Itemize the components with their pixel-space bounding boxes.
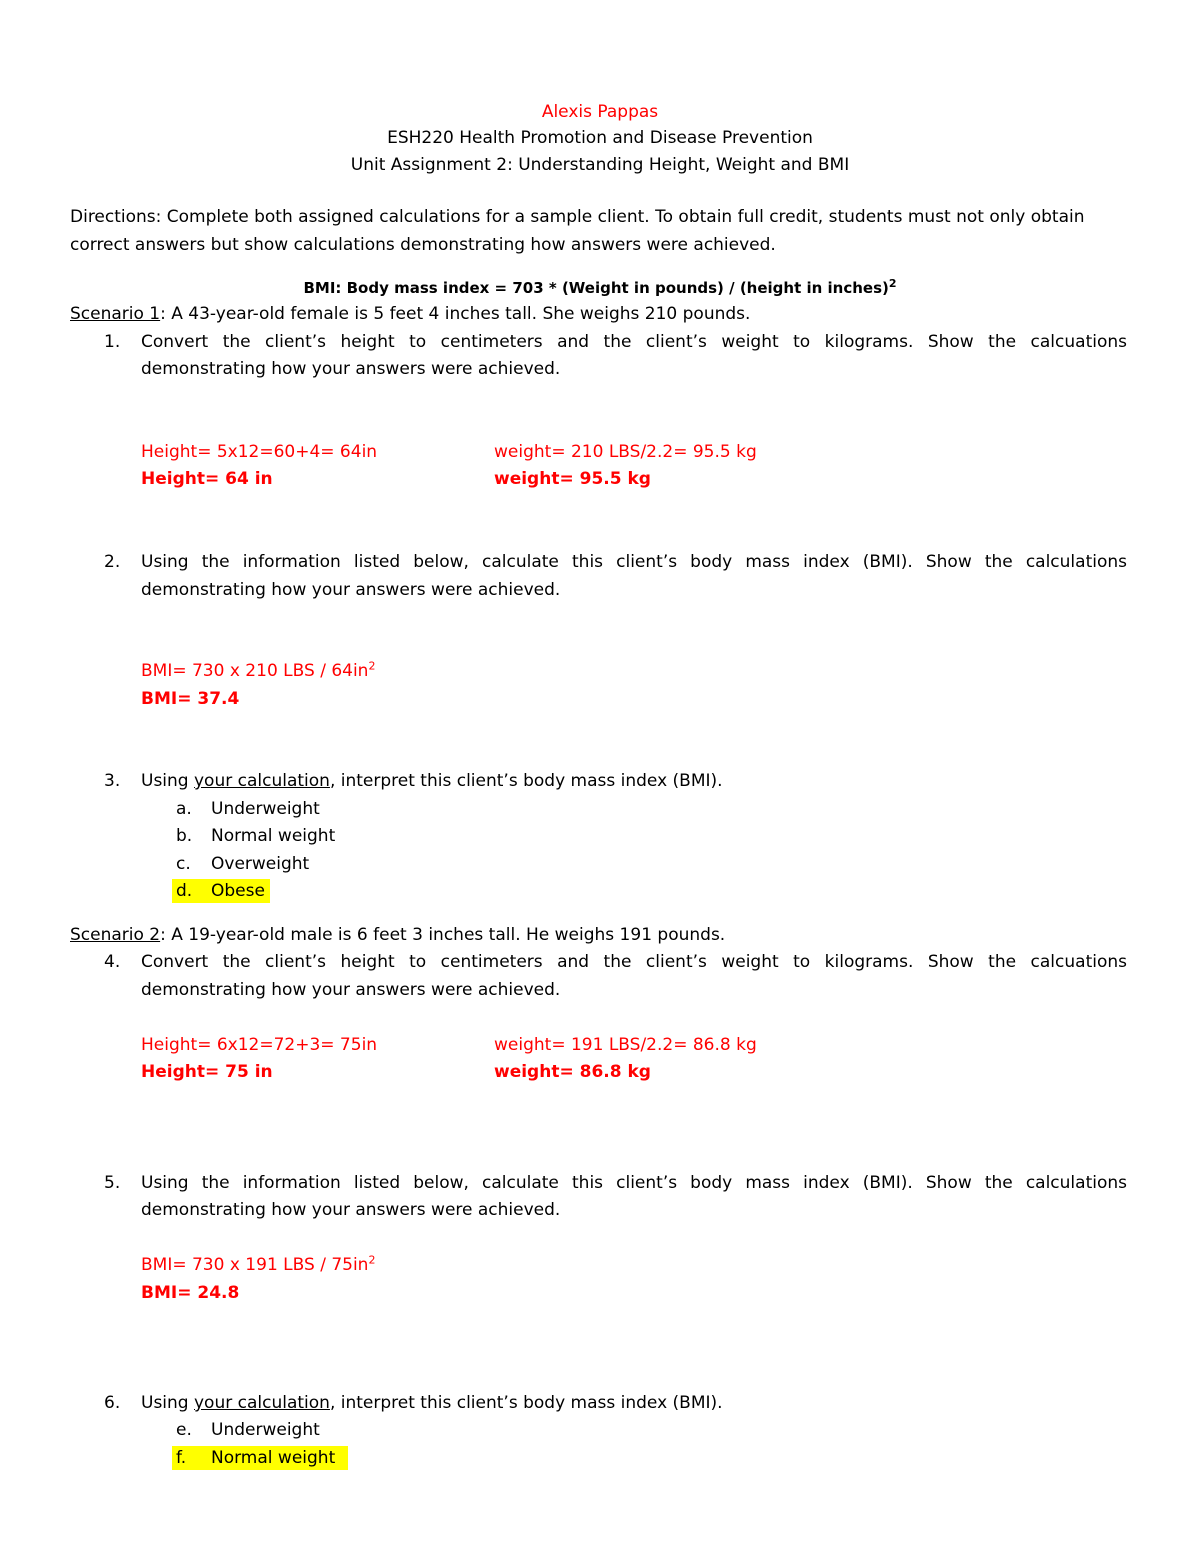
scenario-1-label: Scenario 1: [70, 304, 161, 324]
s2-option-letter-selected: f.: [176, 1448, 187, 1468]
q2-line-1: Using the information listed below, calculate this client’s body mass index (BMI). Show the calculations: [141, 552, 1127, 572]
unit-title: Unit Assignment 2: Understanding Height, Weight and BMI: [350, 155, 850, 175]
s1-option-letter: b.: [176, 826, 193, 846]
q2-line-2: demonstrating how your answers were achieved.: [141, 580, 561, 600]
s1-bmi-result: BMI= 37.4: [141, 689, 240, 709]
q1-line-2: demonstrating how your answers were achieved.: [141, 359, 561, 379]
s1-height-calc: Height= 5x12=60+4= 64in: [141, 442, 378, 462]
q5-line-2: demonstrating how your answers were achieved.: [141, 1200, 561, 1220]
s1-option-text-selected: Obese: [211, 881, 265, 901]
s2-weight-result: weight= 86.8 kg: [494, 1062, 651, 1082]
s1-option-letter: c.: [176, 854, 191, 874]
course-title: ESH220 Health Promotion and Disease Prevention: [387, 128, 813, 148]
q4-line-1: Convert the client’s height to centimeters and the client’s weight to kilograms. Show the calcuations: [141, 952, 1127, 972]
s1-option-letter-selected: d.: [176, 881, 193, 901]
s2-bmi-calc: BMI= 730 x 191 LBS / $75in^2$: [141, 1253, 376, 1275]
q2-number: 2.: [104, 552, 121, 572]
s2-option-text: Underweight: [211, 1420, 320, 1440]
directions-line-2: correct answers but show calculations demonstrating how answers were achieved.: [70, 235, 776, 255]
q3-text: Using your calculation, interpret this client’s body mass index (BMI).: [141, 771, 723, 791]
scenario-1: Scenario 1: A 43-year-old female is 5 feet 4 inches tall. She weighs 210 pounds.: [70, 304, 751, 324]
s2-weight-calc: weight= 191 LBS/2.2= 86.8 kg: [494, 1035, 757, 1055]
scenario-2-label: Scenario 2: [70, 925, 161, 945]
q5-number: 5.: [104, 1173, 121, 1193]
q3-number: 3.: [104, 771, 121, 791]
q4-line-2: demonstrating how your answers were achieved.: [141, 980, 561, 1000]
q4-number: 4.: [104, 952, 121, 972]
q6-number: 6.: [104, 1393, 121, 1413]
s2-option-text-selected: Normal weight: [211, 1448, 336, 1468]
s1-option-text: Underweight: [211, 799, 320, 819]
s2-height-result: Height= 75 in: [141, 1062, 273, 1082]
s2-height-calc: Height= 6x12=72+3= 75in: [141, 1035, 378, 1055]
s1-option-letter: a.: [176, 799, 192, 819]
q5-line-1: Using the information listed below, calculate this client’s body mass index (BMI). Show the calculations: [141, 1173, 1127, 1193]
s2-option-letter: e.: [176, 1420, 192, 1440]
s1-weight-result: weight= 95.5 kg: [494, 469, 651, 489]
s1-option-text: Normal weight: [211, 826, 336, 846]
s1-option-text: Overweight: [211, 854, 310, 874]
s1-weight-calc: weight= 210 LBS/2.2= 95.5 kg: [494, 442, 757, 462]
q1-number: 1.: [104, 332, 121, 352]
q1-line-1: Convert the client’s height to centimeters and the client’s weight to kilograms. Show the calcuations: [141, 332, 1127, 352]
q6-text: Using your calculation, interpret this client’s body mass index (BMI).: [141, 1393, 723, 1413]
s2-bmi-result: BMI= 24.8: [141, 1283, 240, 1303]
student-name: Alexis Pappas: [541, 102, 659, 122]
scenario-2: Scenario 2: A 19-year-old male is 6 feet 3 inches tall. He weighs 191 pounds.: [70, 925, 726, 945]
s1-bmi-calc: BMI= 730 x 210 LBS / $64in^2$: [141, 659, 376, 681]
bmi-formula: BMI: Body mass index = 703 * (Weight in pounds) / (height in inches)$^2$: [303, 277, 897, 297]
s1-height-result: Height= 64 in: [141, 469, 273, 489]
directions-line-1: Directions: Complete both assigned calculations for a sample client. To obtain full credit, students must not only obtain: [70, 207, 1085, 227]
